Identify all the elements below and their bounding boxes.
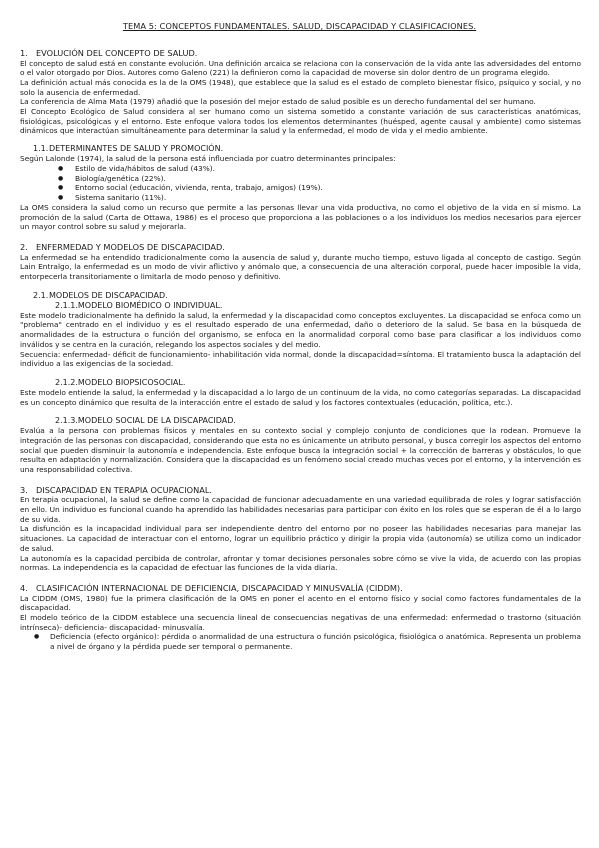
paragraph: Evalúa a la persona con problemas físicos y mentales en su contexto social y complejo conjunto de condiciones que la rodean. Promueve la integración de las personas con discapacidad, considerando que esta no es únicamente un atributo personal, y busca corregir los aspectos del entorno social que pueden disminuir la autonomía e independencia. Este enfoque busca la integración social + la corrección de barreras y obstáculos, lo que resulta en adaptación y normalización. Considera que la discapacidad es un fenómeno social creado muchas veces por el entorno, y la intervención es una responsabilidad colectiva. xyxy=(20,426,581,475)
paragraph: Secuencia: enfermedad- déficit de funcionamiento- inhabilitación vida normal, donde la discapacidad=síntoma. El tratamiento busca la adaptación del individuo a las exigencias de la sociedad. xyxy=(20,349,581,369)
section-title: ENFERMEDAD Y MODELOS DE DISCAPACIDAD. xyxy=(36,242,225,253)
section-number: 2. xyxy=(20,242,28,253)
paragraph: La disfunción es la incapacidad individual para ser independiente dentro del entorno por no poseer las habilidades necesarias para manejar las situaciones. La capacidad de interactuar con el entorno, lograr un equilibrio práctico y dirigir la propia vida (autonomía) se utiliza como un indicador de salud. xyxy=(20,524,581,553)
paragraph: La conferencia de Alma Mata (1979) añadió que la posesión del mejor estado de salud posible es un derecho fundamental del ser humano. xyxy=(20,97,536,107)
subsection-2-1-3-heading: 2.1.3.MODELO SOCIAL DE LA DISCAPACIDAD. xyxy=(55,416,236,426)
section-2-heading xyxy=(20,242,581,253)
section-4-heading xyxy=(20,583,581,594)
document-title: TEMA 5: CONCEPTOS FUNDAMENTALES. SALUD, DISCAPACIDAD Y CLASIFICACIONES. xyxy=(122,21,477,31)
document-body xyxy=(20,43,581,652)
paragraph: En terapia ocupacional, la salud se define como la capacidad de funcionar adecuadamente en una variedad equilibrada de roles y lograr satisfacción en ello. Un individuo es funcional cuando ha aprendido las habilidades necesarias para participar con éxito en los roles que se esperan de él a lo largo de su vida. xyxy=(20,495,581,524)
section-number: 4. xyxy=(20,583,28,593)
section-number: 1.1. xyxy=(33,144,49,154)
paragraph: La definición actual más conocida es la de la OMS (1948), que establece que la salud es el estado de completo bienestar físico, psíquico y social, y no solo la ausencia de enfermedad. xyxy=(20,77,581,97)
paragraph: La enfermedad se ha entendido tradicionalmente como la ausencia de salud y, durante mucho tiempo, estuvo ligada al concepto de castigo. Según Lain Entralgo, la enfermedad es un modo de vivir aflictivo y anómalo que, a consecuencia de una alteración corporal, puede hacer imposible la vida, entorpecerla transitoriamente o limitarla de modo penoso y definitivo. xyxy=(20,252,581,282)
list-item: ● Sistema sanitario (11%). xyxy=(20,193,581,203)
paragraph: La OMS considera la salud como un recurso que permite a las personas llevar una vida productiva, no como el objetivo de la vida en sí mismo. La promoción de la salud (Carta de Ottawa, 1986) es el proceso que proporciona a las poblaciones o a los individuos los medios necesarios para ejercer un mayor control sobre su salud y mejorarla. xyxy=(20,203,581,232)
list-item: ● Deficiencia (efecto orgánico): pérdida o anormalidad de una estructura o función psicológica, fisiológica o anatómica. Representa un problema a nivel de órgano y la pérdida puede ser temporal o permanente. xyxy=(20,632,581,652)
section-1-heading xyxy=(20,48,581,59)
subsection-2-1-2-heading: 2.1.2.MODELO BIOPSICOSOCIAL. xyxy=(55,377,186,387)
paragraph: La autonomía es la capacidad percibida de controlar, afrontar y tomar decisiones personales sobre cómo se vive la vida, de acuerdo con las propias normas. La independencia es la capacidad de efectuar las funciones de la vida diaria. xyxy=(20,553,581,573)
paragraph: El modelo teórico de la CIDDM establece una secuencia lineal de consecuencias negativas de una enfermedad: enfermedad o trastorno (situación intrínseca)- deficiencia- discapacidad- minusvalía. xyxy=(20,612,581,632)
section-1-1-heading xyxy=(33,144,581,154)
section-number: 2.1. xyxy=(33,290,49,300)
section-title: DETERMINANTES DE SALUD Y PROMOCIÓN. xyxy=(49,144,224,154)
paragraph: Según Lalonde (1974), la salud de la persona está influenciada por cuatro determinantes principales: xyxy=(20,154,396,164)
paragraph: Este modelo entiende la salud, la enfermedad y la discapacidad a lo largo de un continuum de la vida, no como categorías separadas. La discapacidad es un concepto dinámico que resulta de la interacción entre el estado de salud y los factores contextuales (educación, política, etc.). xyxy=(20,387,581,407)
paragraph: El concepto de salud está en constante evolución. Una definición arcaica se relaciona con la conservación de la vida ante las adversidades del entorno o el valor otorgado por Dios. Autores como Galeno (221) la definieron como la capacidad de moverse sin dolor dentro de un programa elegido. xyxy=(20,58,581,78)
paragraph: El Concepto Ecológico de Salud considera al ser humano como un sistema sometido a constante variación de sus características anatómicas, fisiológicas, psicológicas y el entorno. Este enfoque valora todos los elementos determinantes (huésped, agente causal y ambiente) como sistemas dinámicos que interactúan simultáneamente para determinar la salud y la enfermedad, el modo de vida y el medio ambiente. xyxy=(20,107,581,136)
section-title: MODELOS DE DISCAPACIDAD. xyxy=(49,290,168,300)
section-3-heading xyxy=(20,485,581,496)
list-item: ● Estilo de vida/hábitos de salud (43%). xyxy=(20,164,581,174)
section-2-1-heading xyxy=(33,291,581,301)
determinants-list xyxy=(20,164,581,203)
section-title: DISCAPACIDAD EN TERAPIA OCUPACIONAL. xyxy=(36,484,212,495)
section-number: 3. xyxy=(20,484,28,495)
subsection-2-1-1-heading: 2.1.1.MODELO BIOMÉDICO O INDIVIDUAL. xyxy=(55,300,223,310)
list-item: ● Entorno social (educación, vivienda, renta, trabajo, amigos) (19%). xyxy=(20,183,581,193)
paragraph: La CIDDM (OMS, 1980) fue la primera clasificación de la OMS en poner el acento en el entorno físico y social como factores fundamentales de la discapacidad. xyxy=(20,593,581,613)
paragraph: Este modelo tradicionalmente ha definido la salud, la enfermedad y la discapacidad como conceptos excluyentes. La discapacidad se enfoca como un "problema" centrado en el individuo y es el resultado esperado de una enfermedad, daño o deterioro de la salud. Se basa en la búsqueda de anormalidades de la estructura o función del organismo, se enfoca en la anormalidad corporal como base para clasificar a los individuos como inválidos y se centra en la curación, relegando los aspectos sociales y del medio. xyxy=(20,310,581,349)
list-item: ● Biología/genética (22%). xyxy=(20,174,581,184)
section-number: 1. xyxy=(20,48,28,58)
section-title: EVOLUCIÓN DEL CONCEPTO DE SALUD. xyxy=(36,48,198,58)
ciddm-list xyxy=(20,632,581,652)
section-title: CLASIFICACIÓN INTERNACIONAL DE DEFICIENCIA, DISCAPACIDAD Y MINUSVALÍA (CIDDM). xyxy=(36,583,403,593)
